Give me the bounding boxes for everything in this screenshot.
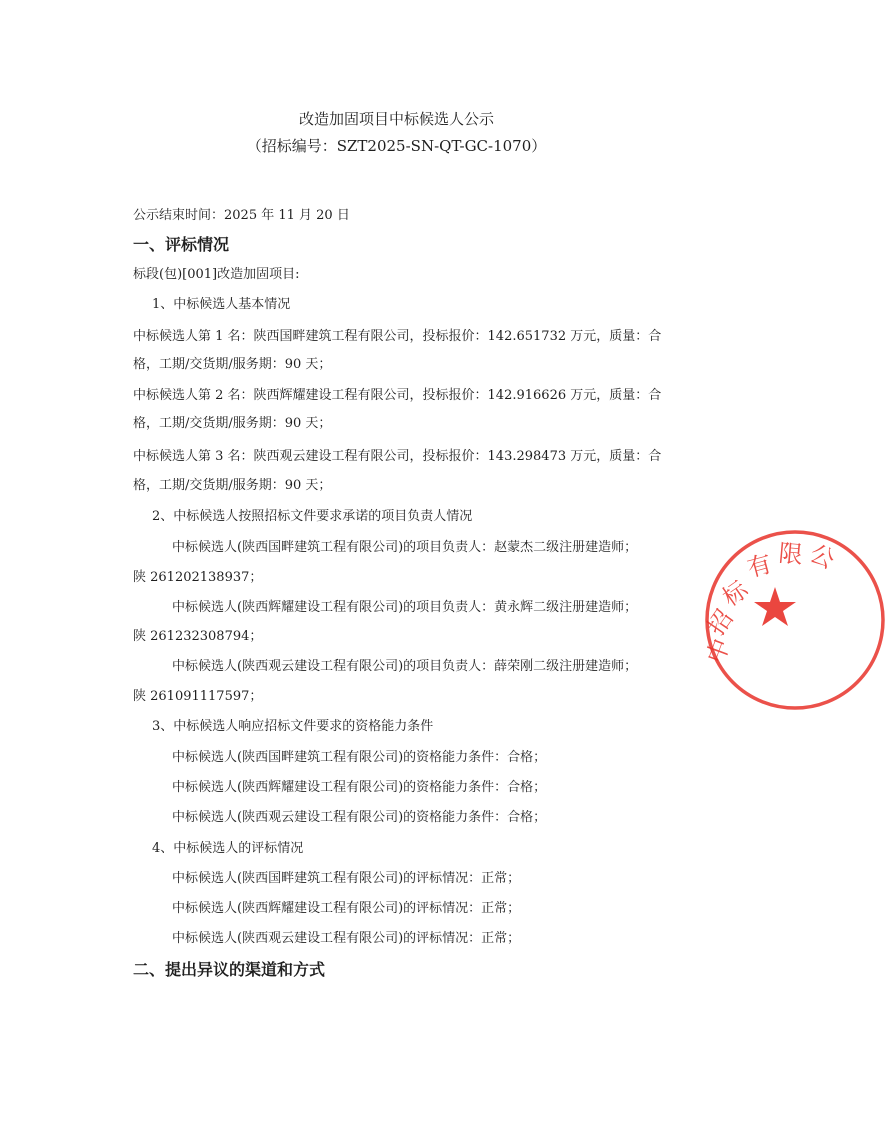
candidate-1-line-2: 格，工期/交货期/服务期：90 天； <box>133 357 332 372</box>
sub-heading-2: 2、中标候选人按照招标文件要求承诺的项目负责人情况 <box>152 509 473 524</box>
manager-3-line-1: 中标候选人(陕西观云建设工程有限公司)的项目负责人：薛荣刚二级注册建造师； <box>172 659 638 674</box>
sub-heading-4: 4、中标候选人的评标情况 <box>152 841 304 856</box>
seal-star-icon <box>754 587 796 626</box>
qualification-1: 中标候选人(陕西国畔建筑工程有限公司)的资格能力条件：合格； <box>172 750 547 765</box>
evaluation-1: 中标候选人(陕西国畔建筑工程有限公司)的评标情况：正常； <box>172 871 521 886</box>
manager-1-line-2: 陕 261202138937； <box>133 570 263 585</box>
qualification-2: 中标候选人(陕西辉耀建设工程有限公司)的资格能力条件：合格； <box>172 780 547 795</box>
page-title: 改造加固项目中标候选人公示 <box>298 110 494 128</box>
sub-heading-1: 1、中标候选人基本情况 <box>152 297 291 312</box>
seal-char-4: 有 <box>744 549 775 583</box>
seal-char-1: 中 <box>701 634 736 668</box>
seal-char-6: 公 <box>805 539 840 575</box>
lot-label: 标段(包)[001]改造加固项目: <box>133 267 300 282</box>
manager-2-line-1: 中标候选人(陕西辉耀建设工程有限公司)的项目负责人：黄永辉二级注册建造师； <box>172 600 638 615</box>
candidate-3-line-2: 格，工期/交货期/服务期：90 天； <box>133 478 332 493</box>
bid-number: （招标编号：SZT2025-SN-QT-GC-1070） <box>246 137 547 155</box>
sub-heading-3: 3、中标候选人响应招标文件要求的资格能力条件 <box>152 719 434 734</box>
manager-2-line-2: 陕 261232308794； <box>133 629 263 644</box>
seal-char-5: 限 <box>777 539 804 570</box>
candidate-2-line-1: 中标候选人第 2 名：陕西辉耀建设工程有限公司，投标报价：142.916626 万元，质量：合 <box>133 388 662 403</box>
company-seal <box>700 525 890 715</box>
qualification-3: 中标候选人(陕西观云建设工程有限公司)的资格能力条件：合格； <box>172 810 547 825</box>
manager-1-line-1: 中标候选人(陕西国畔建筑工程有限公司)的项目负责人：赵蒙杰二级注册建造师； <box>172 540 638 555</box>
manager-3-line-2: 陕 261091117597； <box>133 689 263 704</box>
seal-char-2: 招 <box>701 604 739 641</box>
section-2-heading: 二、提出异议的渠道和方式 <box>133 960 326 979</box>
evaluation-3: 中标候选人(陕西观云建设工程有限公司)的评标情况：正常； <box>172 931 521 946</box>
candidate-2-line-2: 格，工期/交货期/服务期：90 天； <box>133 416 332 431</box>
candidate-1-line-1: 中标候选人第 1 名：陕西国畔建筑工程有限公司，投标报价：142.651732 万元，质量：合 <box>133 329 662 344</box>
publicity-end-time: 公示结束时间：2025 年 11 月 20 日 <box>133 208 350 223</box>
evaluation-2: 中标候选人(陕西辉耀建设工程有限公司)的评标情况：正常； <box>172 901 521 916</box>
section-1-heading: 一、评标情况 <box>133 235 230 254</box>
seal-char-3: 标 <box>717 575 754 612</box>
candidate-3-line-1: 中标候选人第 3 名：陕西观云建设工程有限公司，投标报价：143.298473 万元，质量：合 <box>133 449 662 464</box>
